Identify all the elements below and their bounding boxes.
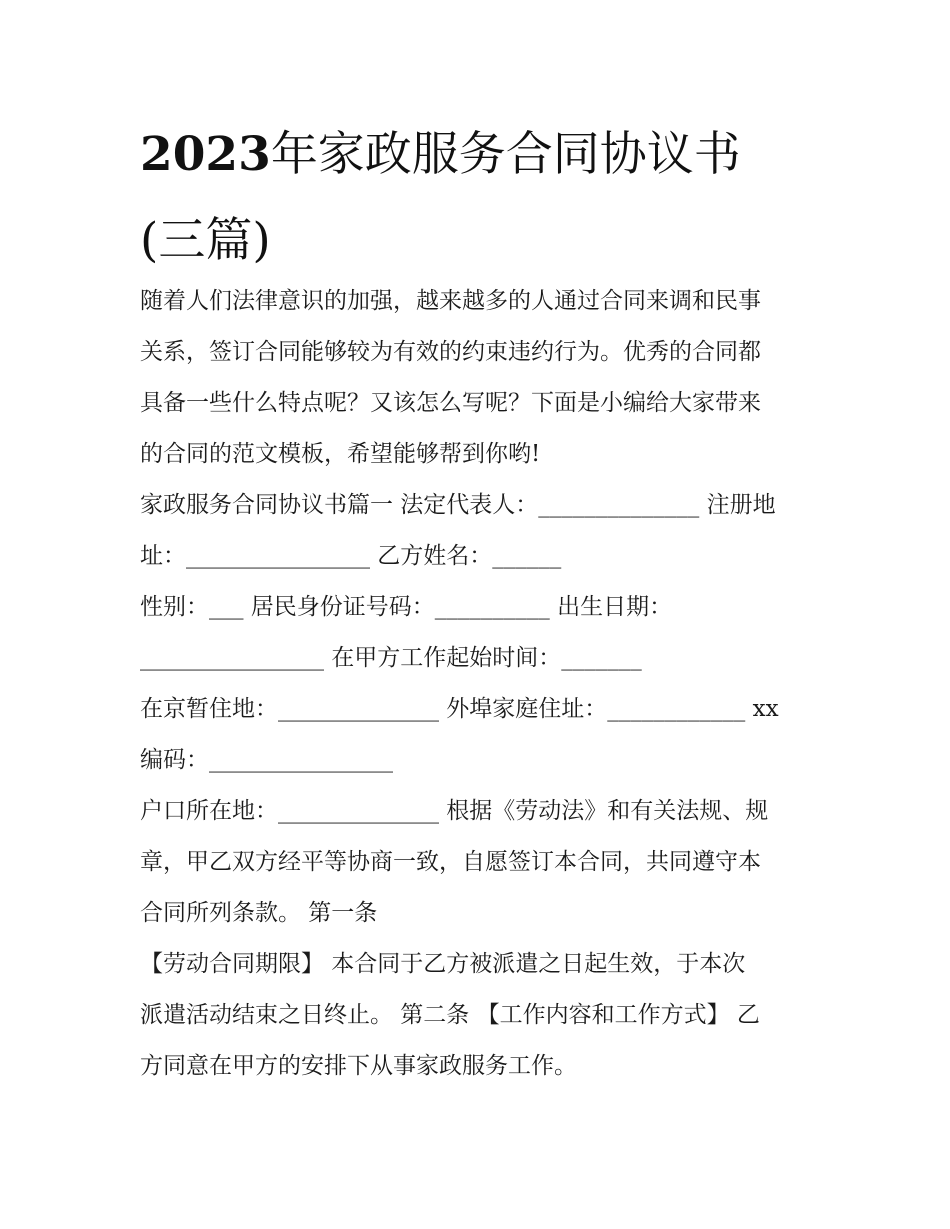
text-line: 家政服务合同协议书篇一 法定代表人：______________ 注册地: [140, 492, 776, 518]
text-line: 派遣活动结束之日终止。 第二条 【工作内容和工作方式】 乙: [140, 1002, 760, 1028]
agreement-paragraph: [140, 786, 820, 939]
text-line: 性别：___ 居民身份证号码：__________ 出生日期：: [140, 594, 673, 620]
title-text: 年家政服务合同协议书: [270, 127, 741, 182]
text-line: 章，甲乙双方经平等协商一致，自愿签订本合同，共同遵守本: [140, 849, 761, 875]
text-line: 具备一些什么特点呢？又该怎么写呢？下面是小编给大家带来: [140, 390, 761, 416]
title-subtitle: (三篇): [140, 213, 271, 268]
intro-paragraph: [140, 276, 820, 480]
text-line: 关系，签订合同能够较为有效的约束违约行为。优秀的合同都: [140, 339, 761, 365]
title-year: 2023: [140, 127, 271, 182]
text-line: 址：________________ 乙方姓名：______: [140, 543, 562, 569]
text-line: 【劳动合同期限】 本合同于乙方被派遣之日起生效，于本次: [140, 951, 746, 977]
document-title: [140, 112, 820, 284]
text-line: 方同意在甲方的安排下从事家政服务工作。: [140, 1053, 577, 1079]
personal-info-paragraph: [140, 582, 820, 684]
text-line: 户口所在地：______________ 根据《劳动法》和有关法规、规: [140, 798, 769, 824]
party-info-paragraph: [140, 480, 820, 582]
terms-paragraph: [140, 939, 820, 1092]
text-line: ________________ 在甲方工作起始时间：_______: [140, 645, 642, 671]
text-line: 在京暂住地：______________ 外埠家庭住址：____________ xx: [140, 696, 779, 722]
text-line: 的合同的范文模板，希望能够帮到你哟!: [140, 441, 541, 467]
document-body: [140, 276, 820, 1092]
text-line: 合同所列条款。 第一条: [140, 900, 378, 926]
address-paragraph: [140, 684, 820, 786]
text-line: 编码：________________: [140, 747, 393, 773]
text-line: 随着人们法律意识的加强，越来越多的人通过合同来调和民事: [140, 288, 761, 314]
